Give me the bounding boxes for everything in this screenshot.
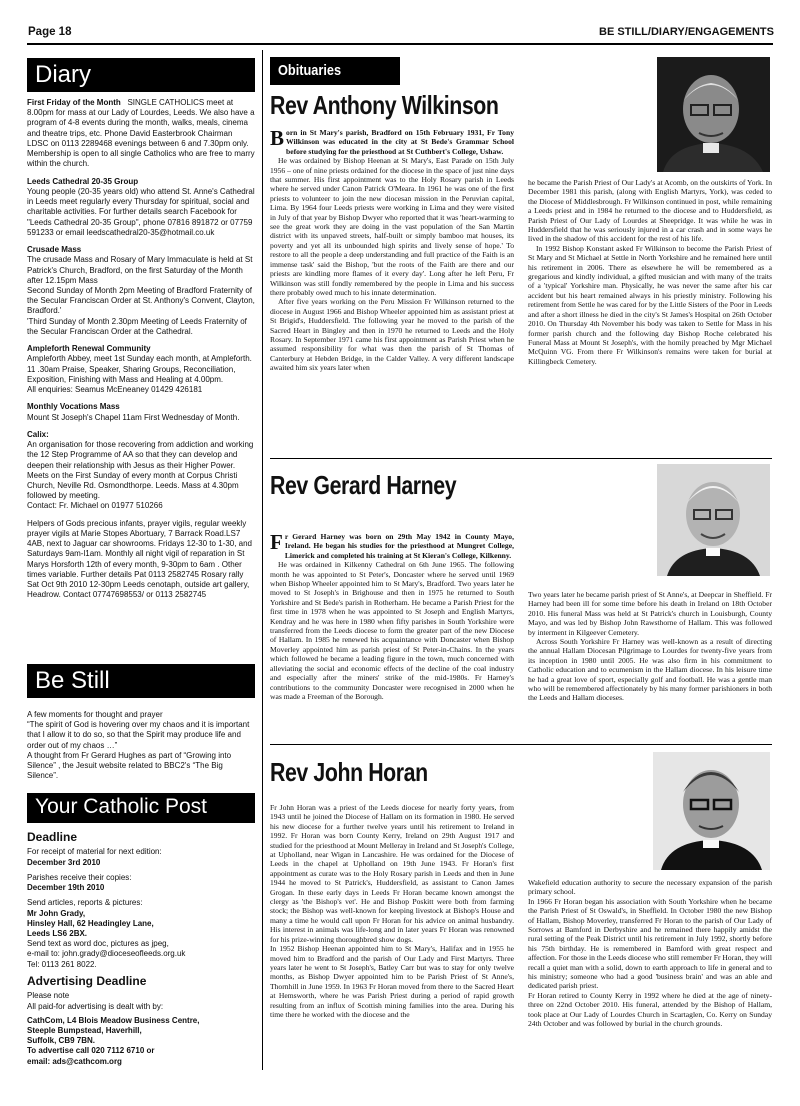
- diary-entry: [27, 98, 255, 170]
- be-still-title: Be Still: [35, 667, 110, 694]
- article-lead: [270, 532, 514, 560]
- be-still-heading-box: [27, 664, 255, 698]
- advert-address: CathCom, L4 Blois Meadow Business Centre, Steeple Bumpstead, Haverhill, Suffolk, CB9 7BN. To advertise call 020 7112 6710 or email: ads@cathcom.org: [27, 1015, 200, 1066]
- article-paragraph: Fr Horan retired to County Kerry in 1992 where he died at the age of ninety-three on 22nd October 2010. His funeral, attended by the Bishop of Hallam, took place at Our Lady of Lourdes Church in Scartaglen, Co. Kerry on Sunday 24th October and was followed by burial in the church grounds.: [528, 990, 772, 1029]
- send-formats: Send text as word doc, pictures as jpeg, e-mail to: john.grady@dioceseofleeds.org.uk Tel: 0113 261 8022.: [27, 939, 186, 969]
- portrait-photo-harney: [657, 464, 770, 576]
- deadline-date: December 3rd 2010: [27, 857, 101, 867]
- article-paragraph: In 1992 Bishop Konstant asked Fr Wilkinson to become the Parish Priest of St Mary and St Michael at Settle in North Yorkshire and he remained here until his retirement in 2006. There as elsewhere he will be remembered as a gregarious and kindly individual, a gifted musician and with many of the traits of a 'typical' Yorkshire man. Physically, he was never the same after his car accident but his heart remained always in his priestly ministry. Following his retirement from Settle he was cared for by the Little Sisters of the Poor in Leeds and after a short illness he died in the city's St James's Hospital on 26th October 2010. On Thursday 4th November his body was taken to Settle for Mass in his former parish church and the following day Bishop Roche celebrated his Funeral Mass at Mount St Joseph's, with the homily preached by Mgr Michael McQuinn VG. From there Fr Wilkinson's remains were taken for burial at Killingbeck Cemetery.: [528, 243, 772, 366]
- send-address: Mr John Grady, Hinsley Hall, 62 Headingley Lane, Leeds LS6 2BX.: [27, 908, 154, 938]
- article-separator: [270, 744, 772, 745]
- diary-entry: [27, 519, 255, 601]
- portrait-horan-image: [653, 752, 770, 870]
- diary-entry-heading: Ampleforth Renewal Community: [27, 344, 151, 354]
- column-divider: [262, 50, 263, 1070]
- article-separator: [270, 458, 772, 459]
- parishes-text: Parishes receive their copies:: [27, 872, 132, 882]
- deadline-heading: Deadline: [27, 830, 78, 844]
- diary-entry-text: SINGLE CATHOLICS meet at 8.00pm for mass at our Lady of Lourdes, Leeds. We also have a program of 4-8 events during the month, walks, meals, cinema and theatre trips, etc. Phone David Easterbrook Chairman LDSC on 0113 2289468 evenings between 6 and 7.30pm only. Membership is open to all single Catholics who are free to marry within the church.: [27, 98, 255, 169]
- diary-entry-heading: Calix:: [27, 429, 49, 439]
- article-body-col2: [528, 878, 772, 1029]
- article-paragraph: He was ordained in Kilkenny Cathedral on 6th June 1965. The following month he was appointed to St Peter's, Doncaster where he served until 1969 when Bishop Wheeler appointed him to St Mary's, Bradford. Two years later he moved to St Joseph's in Brighouse and then in 1975 he returned to South Yorkshire and St Bede's parish in Rotherham. He became a Parish Priest for the first time in 1978 when he was appointed to St Joseph and English Martyrs, Kendray and he was here in 1980 when fifty parishes in South Yorkshire were transferred from the Leeds diocese to form the greater part of the new Diocese of Hallam. In 1985 he renewed his acquaintance with Doncaster when Bishop Moverley appointed him as parish priest of St Peter-in-Chains. In the years which followed he became a leading figure in the town, much concerned with alleviating the social and economic effects of the decline of the coal industry and especially after the miners' strike of the mid-1980s. Fr Harney's contributions to the community Doncaster were recognised in 2000 when he was made a Freeman of the Borough.: [270, 560, 514, 701]
- section-title: BE STILL/DIARY/ENGAGEMENTS: [599, 26, 774, 38]
- diary-entry-text: Ampleforth Abbey, meet 1st Sunday each month, at Ampleforth. 11 .30am Praise, Speaker, Sharing Groups, Reconciliation, Exposition, Finishing with Mass and Healing at 4.00pm. All enquiries: Seamus McEneaney 01429 426181: [27, 354, 252, 395]
- diary-entry-heading: First Friday of the Month: [27, 98, 121, 107]
- be-still-text: A few moments for thought and prayer “The spirit of God is hovering over my chaos and it is important that I allow it to do so, so that the Spirit may produce life and order out of my chaos …” A thought from Fr Gerard Hughes as part of “Growing into Silence” , the Jesuit website related to BBC2's “The Big Silence”.: [27, 710, 250, 781]
- diary-entry-text: The crusade Mass and Rosary of Mary Immaculate is held at St Patrick's Church, Bradford, on the first Saturday of the Month after 12.15pm Mass Second Sunday of Month 2pm Meeting of Bradford Fraternity of the Secular Franciscan Order at St. Anthony's Convent, Clayton, Bradford.' 'Third Sunday of Month 2.30pm Meeting of Leeds Fraternity of the Secular Franciscan Order at the Cathedral.: [27, 255, 255, 336]
- article-paragraph: He was ordained by Bishop Heenan at St Mary's, East Parade on 15th July 1956 – one of nine priests ordained for the diocese in the space of just nine days that summer. His first appointment was to the Holy Rosary parish in Leeds where he served under Canon Patrick O'Meara. In 1961 he was one of the first priests to volunteer to join the new diocesan mission in the Peruvian capital, Lima. By 1964 four Leeds priests were working in Lima and they were visited in July of that year by Bishop Dwyer who reported that it was 'heart-warming to see the great work they are doing in the vast population of the San Martin district with its unpaved streets, half-built or simply bamboo mat houses, its poverty and yet all its unbounded high spirits and lively sense of hope.' To restore to all the people a deep understanding and full practice of the Faith is an immense task' said the Bishop, 'but the roots of the Faith are there and our priests are kindling more flames of it every day'. Long after he left Peru, Fr Wilkinson was still fondly remembered by the people in Lima and his success there probably owed much to his innate determination.: [270, 156, 514, 297]
- portrait-wilkinson-image: [657, 57, 770, 172]
- diary-entry: [27, 245, 255, 337]
- article-body-col2: [528, 178, 772, 366]
- advert-heading: Advertising Deadline: [27, 973, 147, 988]
- article-body-col1: [270, 803, 514, 1019]
- portrait-photo-horan: [653, 752, 770, 870]
- article-paragraph: Wakefield education authority to secure the necessary expansion of the parish primary school.: [528, 878, 772, 897]
- article-body-col1: [270, 532, 514, 701]
- article-lead-text: orn in St Mary's parish, Bradford on 15th February 1931, Fr Tony Wilkinson was educated in the city at St Bede's Grammar School before studying for the priesthood at St Cuthbert's College, Ushaw.: [286, 128, 514, 156]
- article-title: Rev Anthony Wilkinson: [270, 90, 499, 120]
- diary-title: Diary: [35, 61, 92, 88]
- drop-cap: F: [270, 530, 283, 554]
- diary-entry: [27, 402, 255, 422]
- catholic-post-title: Your Catholic Post: [35, 795, 207, 818]
- article-paragraph: After five years working on the Peru Mission Fr Wilkinson returned to the diocese in August 1966 and Bishop Wheeler appointed him as assistant priest at St Brigid's, Huddersfield. The following year he moved to the parish of the Sacred Heart in Bingley and then in 1970 he returned to Leeds and the Holy Rosary. In September 1971 came his first appointment as Parish Priest when he assumed responsibility for what was then the parish of St Thomas of Canterbury at Hebden Bridge, in the Calder Valley. A very different landscape awaited him six years later when: [270, 297, 514, 373]
- article-paragraph: Fr John Horan was a priest of the Leeds diocese for nearly forty years, from 1943 until he joined the Diocese of Hallam on its formation in 1980. He served his new diocese for a further twelve years until his retirement to Ireland in 1992. Fr Horan was born County Kerry, Ireland on 29th August 1917 and studied for the priesthood at Mount Melleray in Ireland and St Joseph's College, at Upholland, near Wigan in Lancashire. He was ordained for the Diocese of Leeds in the chapel at Upholland on 19th June 1943. Fr Horan's first appointment as curate was to the Holy Rosary parish in Leeds and then in June 1944 he moved to St Patrick's, Huddersfield, as assistant to Canon James Grogan. In these early days in Leeds Fr Horan became known amongst the clergy as 'the Bishop's vet'. He and Bishop Poskitt were both from farming stock; the Bishop was well-known for keeping livestock at Bishop's House and many a time he would call upon Fr Horan for his advice on animal husbandry. His interest in animals was life-long and in later years Fr Horan was renowned for his prize-winning thoroughbred show dogs.: [270, 803, 514, 944]
- diary-entry-text: An organisation for those recovering from addiction and working the 12 Step Programme of AA so that they can develop and deepen their relationship with Jesus as their Higher Power. Meets on the First Sunday of every month at Corpus Christi Church, Neville Rd. Osmondthorpe. Leeds. Mass at 4.30pm followed by meeting. Contact: Fr. Michael on 01977 510266: [27, 440, 254, 511]
- article-body-col1: [270, 128, 514, 373]
- article-body-col2: [528, 590, 772, 703]
- obituaries-label-box: [270, 57, 400, 85]
- diary-entries: [27, 98, 255, 608]
- article-lead-text: r Gerard Harney was born on 29th May 1942 in County Mayo, Ireland. He began his studies for the priesthood at Mungret College, Limerick and completed his training at St Kieran's College, Kilkenny.: [284, 532, 514, 560]
- drop-cap: B: [270, 126, 285, 150]
- article-title: Rev John Horan: [270, 757, 428, 787]
- catholic-post-heading-box: [27, 793, 255, 823]
- diary-heading-box: [27, 58, 255, 92]
- diary-entry: [27, 344, 255, 395]
- parishes-date: December 19th 2010: [27, 883, 105, 893]
- article-paragraph: In 1966 Fr Horan began his association with South Yorkshire when he became the Parish Priest of St Oswald's, in Sheffield. In October 1980 the new Bishop of Hallam, Bishop Moverley, transferred Fr Horan to the parish of Our Lady of Sorrows at Bamford in Derbyshire and he remained there happily amidst the rural setting of the Peak District until his retirement in July 1992, shortly before his 75th birthday. He is remembered in Bamford with great respect and affection. For those in the Leeds diocese who still remember Fr Horan, they will recall a quiet man with a solid, down to earth approach to life in general and to his ministry; someone who had a good 'business brain' and was an able and dedicated parish priest.: [528, 896, 772, 991]
- article-paragraph: In 1952 Bishop Heenan appointed him to St Mary's, Halifax and in 1955 he moved him to Bradford and the parish of Our Lady and First Martyrs. Three years later he went to St Joseph's, Batley Carr but was to stay for only twelve months, as Bishop Dwyer appointed him to be Parish Priest of St Anne's, Thornhill in June 1959. In 1963 Fr Horan moved from there to the Sacred Heart at Hemsworth, where he was Parish Priest during a period of rapid growth resulting from an influx of Scottish mining families into the area. During his time there he worked with the diocese and the: [270, 944, 514, 1019]
- advert-text: Please note All paid-for advertising is dealt with by:: [27, 991, 164, 1011]
- diary-entry: [27, 177, 255, 238]
- portrait-harney-image: [657, 464, 770, 576]
- send-text: Send articles, reports & pictures:: [27, 898, 143, 908]
- article-paragraph: he became the Parish Priest of Our Lady's at Acomb, on the outskirts of York. In December 1981 this parish, (along with English Martyrs, York), was ceded to the Diocese of Middlesbrough. Fr Wilkinson continued in post, while remaining a Leeds priest and in 1984 he returned to the diocese and to Huddersfield, as Parish Priest of Our Lady of Lourdes at Sheepridge. It was while he was in Huddersfield that he was seriously injured in a car crash and in some ways he lived in the shadow of this accident for the rest of his life.: [528, 178, 772, 244]
- catholic-post-info: [27, 830, 255, 1067]
- deadline-text: For receipt of material for next edition:: [27, 847, 162, 857]
- diary-entry-text: Mount St Joseph's Chapel 11am First Wednesday of Month.: [27, 412, 240, 422]
- page-number: Page 18: [28, 26, 72, 38]
- obituaries-label: Obituaries: [278, 62, 342, 79]
- diary-entry-text: Young people (20-35 years old) who attend St. Anne's Cathedral in Leeds meet regularly every Thursday for spiritual, social and charitable activities. For further details search Facebook for "Leeds Cathedral 20-35 Group", phone 07816 891872 or 07759 591233 or email leedscathedral20-35@hotmail.co.uk: [27, 186, 255, 237]
- diary-entry-text: Helpers of Gods precious infants, prayer vigils, regular weekly prayer vigils at Marie Stopes Abortuary, 7 Barrack Road.LS7 4AB, next to Jaguar car showrooms. Fridays 12-30 to 1-30, and Saturdays 9am-l1am. Monthly all night vigil of reparation in St Marys Horsforth 12th of every month, 9-30pm to 6am . Other times variable. Further details Pat 0113 2582745 Rosary rally Sat Oct 9th 2010 12-30pm Leeds cenotaph, outside art gallery, Headrow. Contact 07747698553/ or 0113 2582745: [27, 518, 253, 600]
- portrait-photo-wilkinson: [657, 57, 770, 172]
- diary-entry-heading: Crusade Mass: [27, 245, 82, 255]
- diary-entry-heading: Leeds Cathedral 20-35 Group: [27, 176, 139, 186]
- header-rule: [27, 43, 773, 45]
- article-title: Rev Gerard Harney: [270, 470, 457, 500]
- article-paragraph: Across South Yorkshire Fr Harney was well-known as a result of directing the annual Hallam Diocesan Pilgrimage to Lourdes for twenty-five years from its inception in 1980 until 2005. He was also firm in his commitment to Catholic education and to ecumenism in the Hallam diocese. In his leisure time he had a great love of sport, especially golf and football. He was a gentle man who will be remembered affectionately by his many former parishioners in both the Leeds and Hallam dioceses.: [528, 637, 772, 703]
- diary-entry-heading: Monthly Vocations Mass: [27, 402, 120, 412]
- diary-entry: [27, 430, 255, 512]
- article-paragraph: Two years later he became parish priest of St Anne's, at Deepcar in Sheffield. Fr Harney had been ill for some time before his death in Ireland on 18th October 2010. His funeral Mass was held at St Patrick's church in Louisburgh, County Mayo, and was led by Bishop John Rawsthorne of Hallam. This was followed by interment in Kilgeever Cemetery.: [528, 590, 772, 637]
- article-lead: [270, 128, 514, 156]
